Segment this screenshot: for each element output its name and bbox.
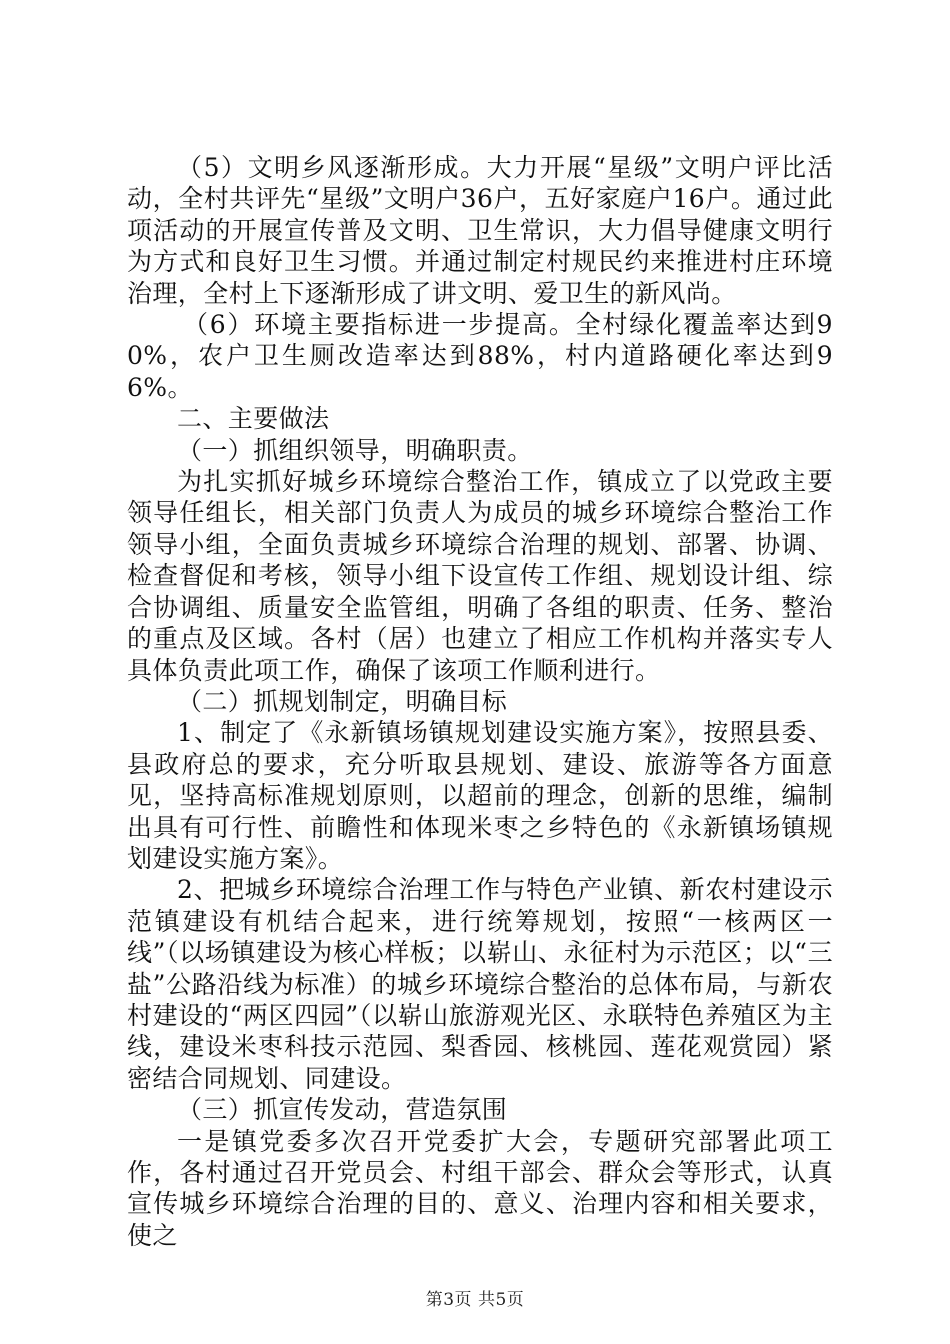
section-heading-main-practices: 二、主要做法 — [177, 404, 330, 434]
paragraph-planning-1: 1、制定了《永新镇场镇规划建设实施方案》，按照县委、县政府总的要求，充分听取县规划、建设、旅游等各方面意见，坚持高标准规划原则，以超前的理念，创新的思维，编制出具有可行性、前瞻性和体现米枣之乡特色的《永新镇场镇规划建设实施方案》。 — [127, 718, 833, 873]
paragraph-planning-2: 2、把城乡环境综合治理工作与特色产业镇、新农村建设示范镇建设有机结合起来，进行统筹规划，按照“一核两区一线”（以场镇建设为核心样板；以崭山、永征村为示范区；以“三盐”公路沿线为标准）的城乡环境综合整治的总体布局，与新农村建设的“两区四园”（以崭山旅游观光区、永联特色养殖区为主线，建设米枣科技示范园、梨香园、核桃园、莲花观赏园）紧密结合同规划、同建设。 — [127, 875, 833, 1093]
subheading-organization: （一）抓组织领导，明确职责。 — [177, 435, 533, 465]
paragraph-publicity: 一是镇党委多次召开党委扩大会，专题研究部署此项工作，各村通过召开党员会、村组干部会、群众会等形式，认真宣传城乡环境综合治理的目的、意义、治理内容和相关要求，使之 — [127, 1126, 833, 1250]
document-body — [127, 152, 833, 1251]
paragraph-environment-indicators: （6）环境主要指标进一步提高。全村绿化覆盖率达到90%，农户卫生厕改造率达到88%，村内道路硬化率达到96%。 — [127, 310, 833, 402]
page-number-footer: 第3页 共5页 — [425, 1290, 525, 1310]
subheading-publicity: （三）抓宣传发动，营造氛围 — [177, 1095, 508, 1125]
paragraph-civilization: （5）文明乡风逐渐形成。大力开展“星级”文明户评比活动，全村共评先“星级”文明户36户，五好家庭户16户。通过此项活动的开展宣传普及文明、卫生常识，大力倡导健康文明行为方式和良好卫生习惯。并通过制定村规民约来推进村庄环境治理，全村上下逐渐形成了讲文明、爱卫生的新风尚。 — [127, 153, 833, 308]
subheading-planning: （二）抓规划制定，明确目标 — [177, 686, 508, 716]
paragraph-organization: 为扎实抓好城乡环境综合整治工作，镇成立了以党政主要领导任组长，相关部门负责人为成员的城乡环境综合整治工作领导小组，全面负责城乡环境综合治理的规划、部署、协调、检查督促和考核，领导小组下设宣传工作组、规划设计组、综合协调组、质量安全监管组，明确了各组的职责、任务、整治的重点及区域。各村（居）也建立了相应工作机构并落实专人具体负责此项工作，确保了该项工作顺利进行。 — [127, 467, 833, 685]
